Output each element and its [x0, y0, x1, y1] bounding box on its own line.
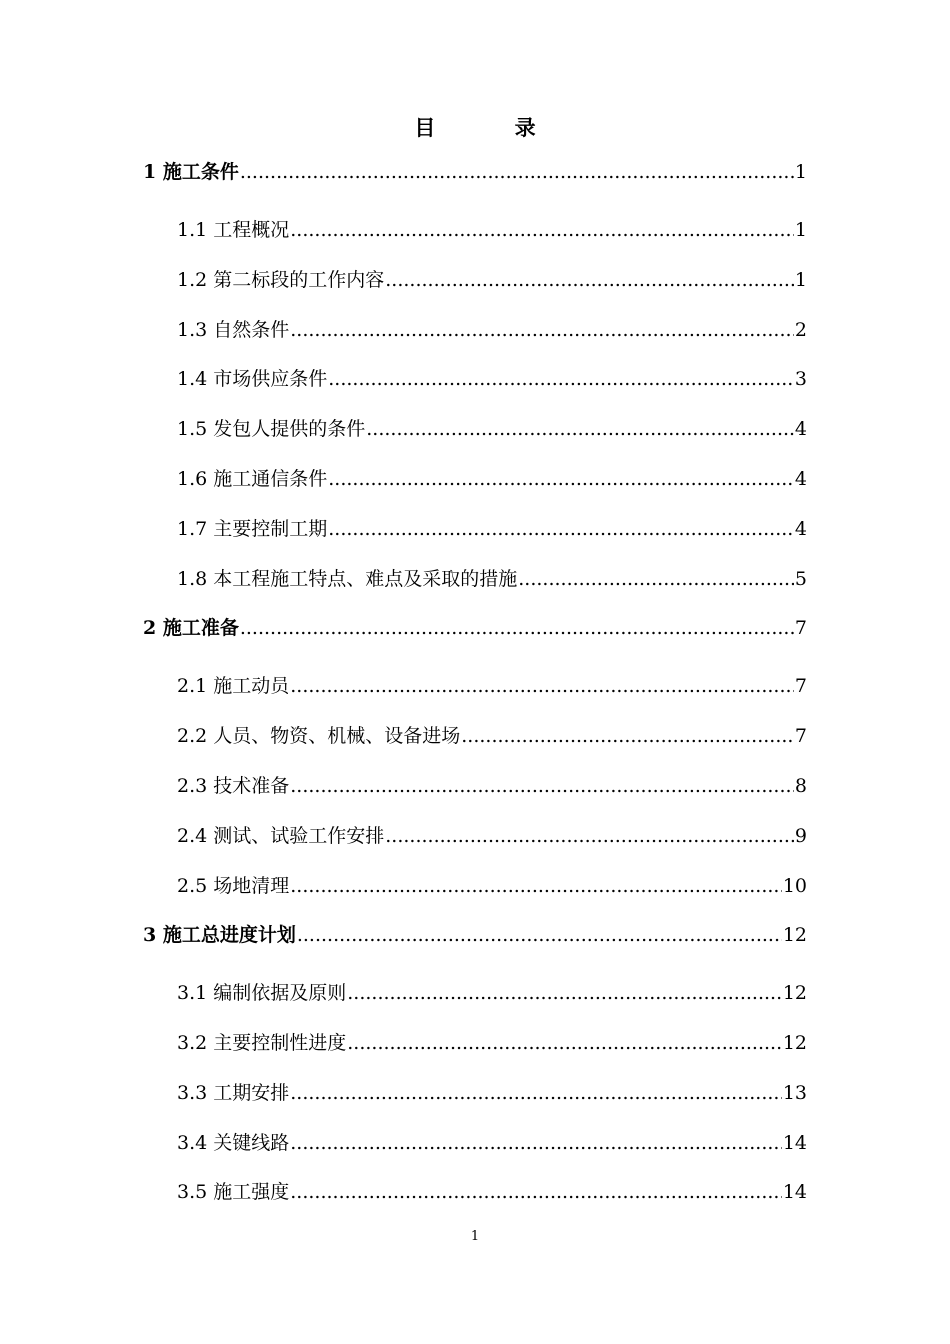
toc-leader-dots	[328, 366, 794, 392]
toc-leader-dots	[297, 922, 782, 948]
toc-entry-1-6[interactable]	[177, 466, 807, 492]
toc-leader-dots	[328, 466, 794, 492]
toc-leader-dots	[240, 159, 794, 185]
toc-entry-label: 1.3 自然条件	[177, 319, 290, 341]
toc-entry-label: 1.7 主要控制工期	[177, 518, 328, 540]
toc-leader-dots	[290, 317, 794, 343]
toc-entry-page-number: 5	[794, 568, 807, 590]
toc-entry-page-number: 10	[782, 875, 807, 897]
toc-entry-page-number: 12	[782, 982, 807, 1004]
toc-entry-label: 1 施工条件	[143, 161, 239, 183]
toc-entry-label: 3.2 主要控制性进度	[177, 1032, 347, 1054]
toc-entry-page-number: 7	[794, 725, 807, 747]
toc-leader-dots	[385, 267, 794, 293]
toc-leader-dots	[347, 980, 782, 1006]
toc-entry-page-number: 2	[794, 319, 807, 341]
toc-entry-1-3[interactable]	[177, 317, 807, 343]
toc-entry-label: 1.4 市场供应条件	[177, 368, 328, 390]
toc-entry-page-number: 8	[794, 775, 807, 797]
toc-leader-dots	[290, 217, 794, 243]
toc-entry-1[interactable]	[143, 159, 807, 185]
toc-entry-2-2[interactable]	[177, 723, 807, 749]
toc-entry-2-4[interactable]	[177, 823, 807, 849]
toc-entry-page-number: 3	[794, 368, 807, 390]
toc-entry-3-1[interactable]	[177, 980, 807, 1006]
toc-entry-label: 3 施工总进度计划	[143, 924, 296, 946]
toc-entry-page-number: 9	[794, 825, 807, 847]
toc-entry-label: 1.2 第二标段的工作内容	[177, 269, 385, 291]
toc-entry-label: 3.1 编制依据及原则	[177, 982, 347, 1004]
toc-entry-label: 1.5 发包人提供的条件	[177, 418, 366, 440]
toc-entry-2-1[interactable]	[177, 673, 807, 699]
toc-entry-2-5[interactable]	[177, 873, 807, 899]
toc-entry-page-number: 1	[794, 219, 807, 241]
toc-entry-3-2[interactable]	[177, 1030, 807, 1056]
toc-entry-page-number: 12	[782, 924, 807, 946]
toc-leader-dots	[328, 516, 794, 542]
toc-entry-2[interactable]	[143, 615, 807, 641]
toc-entry-1-8[interactable]	[177, 566, 807, 592]
toc-entry-label: 2.4 测试、试验工作安排	[177, 825, 385, 847]
toc-entry-label: 1.8 本工程施工特点、难点及采取的措施	[177, 568, 518, 590]
toc-entry-page-number: 4	[794, 468, 807, 490]
toc-leader-dots	[347, 1030, 782, 1056]
toc-entry-label: 2 施工准备	[143, 617, 239, 639]
toc-entry-2-3[interactable]	[177, 773, 807, 799]
toc-entry-1-7[interactable]	[177, 516, 807, 542]
toc-entry-page-number: 4	[794, 418, 807, 440]
toc-entry-page-number: 4	[794, 518, 807, 540]
toc-entry-label: 2.3 技术准备	[177, 775, 290, 797]
toc-entry-page-number: 1	[794, 161, 807, 183]
toc-entry-page-number: 1	[794, 269, 807, 291]
toc-entry-3-5[interactable]	[177, 1179, 807, 1205]
toc-leader-dots	[461, 723, 794, 749]
toc-entry-label: 3.5 施工强度	[177, 1181, 290, 1203]
toc-entry-page-number: 14	[782, 1132, 807, 1154]
toc-leader-dots	[290, 773, 794, 799]
toc-entry-label: 2.5 场地清理	[177, 875, 290, 897]
toc-entry-page-number: 12	[782, 1032, 807, 1054]
toc-leader-dots	[290, 1130, 782, 1156]
toc-entry-label: 3.3 工期安排	[177, 1082, 290, 1104]
toc-entry-1-4[interactable]	[177, 366, 807, 392]
toc-entry-page-number: 13	[782, 1082, 807, 1104]
footer-page-number: 1	[470, 1229, 480, 1244]
toc-entry-page-number: 7	[794, 675, 807, 697]
toc-leader-dots	[290, 673, 794, 699]
toc-entry-label: 2.2 人员、物资、机械、设备进场	[177, 725, 461, 747]
toc-entry-1-2[interactable]	[177, 267, 807, 293]
toc-leader-dots	[518, 566, 794, 592]
toc-entry-3-4[interactable]	[177, 1130, 807, 1156]
toc-leader-dots	[385, 823, 794, 849]
toc-entry-3-3[interactable]	[177, 1080, 807, 1106]
toc-leader-dots	[290, 873, 782, 899]
toc-leader-dots	[366, 416, 794, 442]
toc-leader-dots	[240, 615, 794, 641]
toc-entry-3[interactable]	[143, 922, 807, 948]
toc-entry-page-number: 14	[782, 1181, 807, 1203]
toc-entry-label: 1.1 工程概况	[177, 219, 290, 241]
toc-title: 目 录	[414, 115, 572, 140]
toc-entry-page-number: 7	[794, 617, 807, 639]
toc-entry-label: 3.4 关键线路	[177, 1132, 290, 1154]
toc-entry-1-5[interactable]	[177, 416, 807, 442]
toc-entry-label: 2.1 施工动员	[177, 675, 290, 697]
toc-entry-1-1[interactable]	[177, 217, 807, 243]
toc-entry-label: 1.6 施工通信条件	[177, 468, 328, 490]
toc-leader-dots	[290, 1080, 782, 1106]
toc-leader-dots	[290, 1179, 782, 1205]
